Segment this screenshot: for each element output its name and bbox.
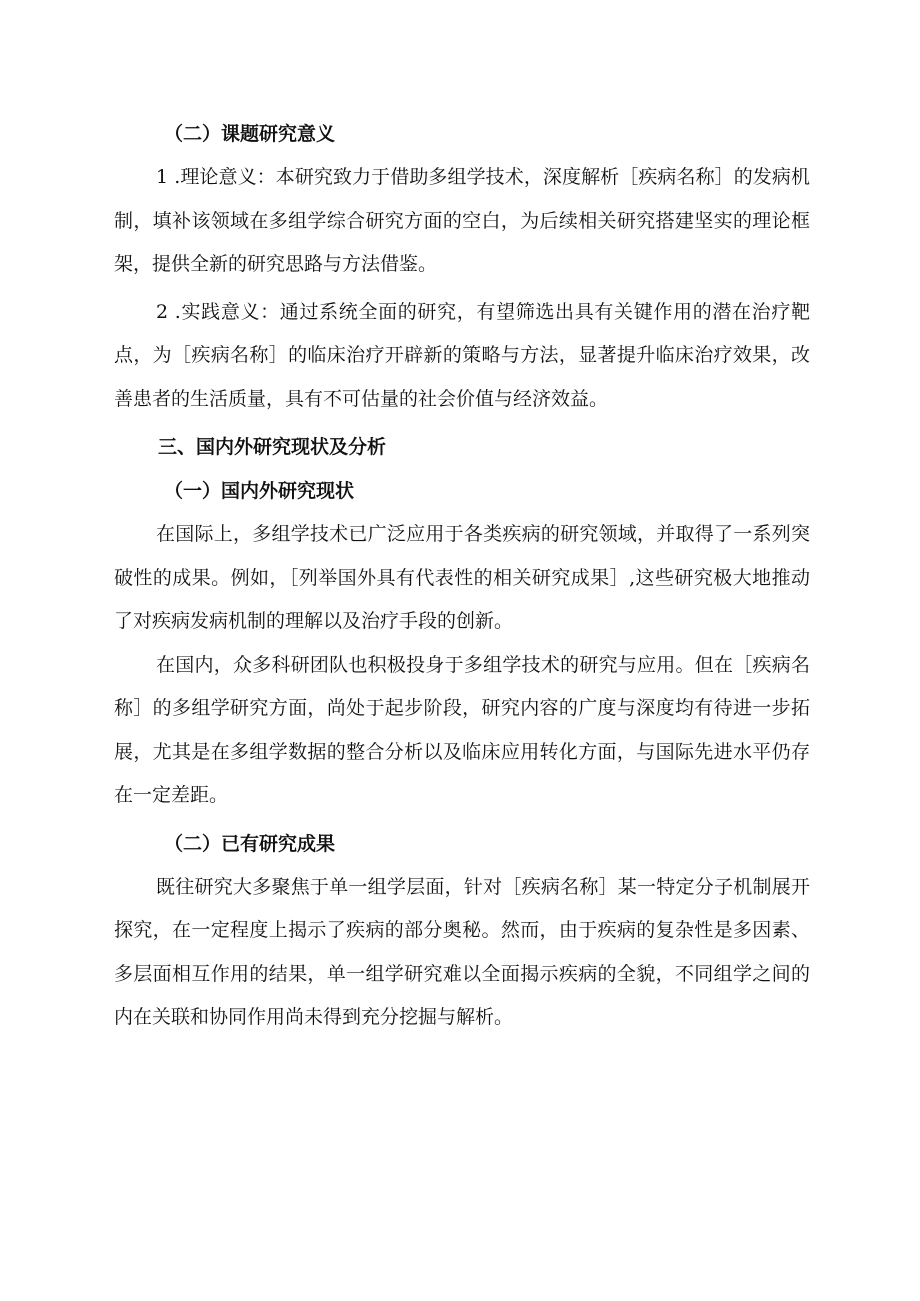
status-main-heading: 三、国内外研究现状及分析 <box>158 436 387 458</box>
domestic-paragraph: 在国内，众多科研团队也积极投身于多组学技术的研究与应用。但在［疾病名称］的多组学研究方面，尚处于起步阶段，研究内容的广度与深度均有待进一步拓展，尤其是在多组学数据的整合分析以及临床应用转化方面，与国际先进水平仍存在一定差距。 <box>114 653 810 806</box>
results-heading: （二）已有研究成果 <box>164 832 336 855</box>
significance-heading: （二）课题研究意义 <box>164 123 336 145</box>
international-paragraph: 在国际上，多组学技术已广泛应用于各类疾病的研究领域，并取得了一系列突破性的成果。例如，［列举国外具有代表性的相关研究成果］,这些研究极大地推动了对疾病发病机制的理解以及治疗手段的创新。 <box>114 523 810 632</box>
theory-paragraph: 1 .理论意义：本研究致力于借助多组学技术，深度解析［疾病名称］的发病机制，填补该领域在多组学综合研究方面的空白，为后续相关研究搭建坚实的理论框架，提供全新的研究思路与方法借鉴。 <box>114 166 810 275</box>
practice-paragraph: 2 .实践意义：通过系统全面的研究，有望筛选出具有关键作用的潜在治疗靶点，为［疾病名称］的临床治疗开辟新的策略与方法，显著提升临床治疗效果，改善患者的生活质量，具有不可估量的社会价值与经济效益。 <box>114 300 810 410</box>
status-sub-heading: （一）国内外研究现状 <box>164 480 355 502</box>
results-paragraph: 既往研究大多聚焦于单一组学层面，针对［疾病名称］某一特定分子机制展开探究，在一定程度上揭示了疾病的部分奥秘。然而，由于疾病的复杂性是多因素、多层面相互作用的结果，单一组学研究难以全面揭示疾病的全貌，不同组学之间的内在关联和协同作用尚未得到充分挖掘与解析。 <box>114 875 810 1028</box>
document-page <box>114 112 810 1040</box>
